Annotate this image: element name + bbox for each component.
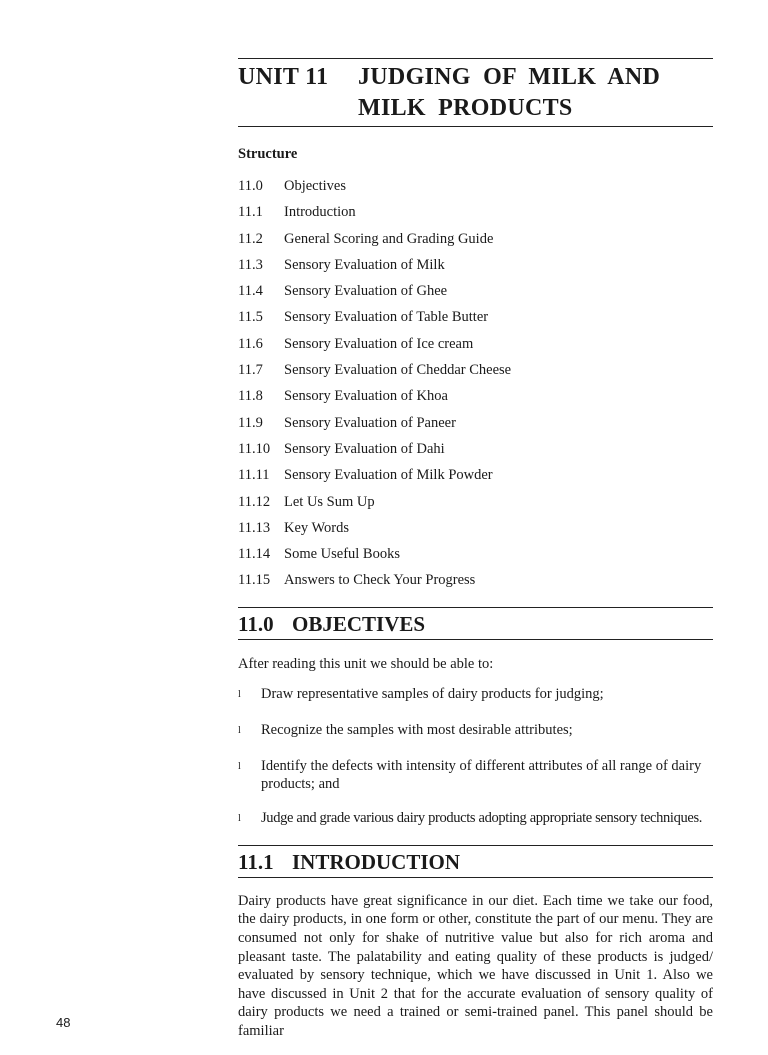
unit-title-line-2: MILK PRODUCTS: [358, 95, 573, 121]
objective-item: [238, 721, 713, 741]
toc-title: Answers to Check Your Progress: [284, 572, 476, 589]
toc-number: 11.6: [238, 335, 263, 352]
toc-item: [238, 567, 713, 593]
section-heading-text: INTRODUCTION: [292, 849, 461, 874]
structure-label: Structure: [238, 146, 298, 162]
toc-number: 11.10: [238, 440, 271, 457]
toc-title: Objectives: [284, 178, 347, 194]
section-heading-text: OBJECTIVES: [292, 611, 426, 636]
toc-title: Sensory Evaluation of Milk: [284, 256, 445, 273]
toc-number: 11.1: [238, 204, 263, 221]
unit-number: UNIT 11: [238, 64, 329, 90]
introduction-section-heading: [238, 845, 713, 878]
section-number: 11.1: [238, 849, 274, 874]
toc-title: Sensory Evaluation of Khoa: [284, 388, 448, 405]
objective-text: Recognize the samples with most desirable attributes;: [261, 721, 573, 738]
unit-title: [238, 59, 713, 124]
section-bottom-rule: [238, 639, 713, 640]
toc-item: [238, 199, 713, 225]
objective-text: Draw representative samples of dairy products for judging;: [261, 685, 604, 702]
toc-item: [238, 462, 713, 488]
toc-number: 11.9: [238, 414, 263, 431]
toc-title: Let Us Sum Up: [284, 493, 375, 510]
toc-title: Sensory Evaluation of Milk Powder: [284, 467, 493, 484]
toc-item: [238, 331, 713, 357]
toc-number: 11.4: [238, 283, 263, 300]
toc-number: 11.3: [238, 256, 263, 273]
toc-item: [238, 541, 713, 567]
unit-header: [238, 58, 713, 127]
header-bottom-rule: [238, 126, 713, 127]
objectives-section-heading: [238, 607, 713, 640]
unit-name: [358, 62, 713, 124]
objectives-lead: After reading this unit we should be able to:: [238, 655, 494, 672]
table-of-contents: [238, 173, 713, 594]
toc-item: [238, 226, 713, 252]
section-title: [238, 846, 713, 877]
objective-item: [238, 809, 713, 829]
toc-item: [238, 436, 713, 462]
toc-title: Sensory Evaluation of Ice cream: [284, 335, 474, 352]
toc-item: [238, 252, 713, 278]
toc-item: [238, 410, 713, 436]
toc-item: [238, 357, 713, 383]
toc-title: Sensory Evaluation of Dahi: [284, 440, 445, 457]
section-title: [238, 608, 713, 639]
objective-text: Identify the defects with intensity of different attributes of all range of dairy products; and: [261, 757, 702, 792]
toc-number: 11.7: [238, 362, 263, 379]
toc-title: Sensory Evaluation of Cheddar Cheese: [284, 362, 512, 379]
objective-item: [238, 757, 713, 793]
toc-number: 11.0: [238, 178, 263, 194]
bullet-icon: l: [238, 812, 241, 824]
toc-title: General Scoring and Grading Guide: [284, 230, 494, 247]
objectives-list: [238, 685, 713, 829]
toc-title: Introduction: [284, 204, 356, 221]
bullet-icon: l: [238, 688, 241, 700]
toc-item: [238, 304, 713, 330]
toc-title: Some Useful Books: [284, 546, 400, 563]
section-number: 11.0: [238, 611, 274, 636]
toc-item: [238, 489, 713, 515]
toc-title: Key Words: [284, 519, 350, 536]
page-number: 48: [56, 1015, 71, 1030]
bullet-icon: l: [238, 760, 241, 772]
toc-number: 11.2: [238, 230, 263, 247]
toc-number: 11.15: [238, 572, 271, 589]
toc-item: [238, 383, 713, 409]
toc-number: 11.8: [238, 388, 263, 405]
toc-item: [238, 278, 713, 304]
toc-number: 11.5: [238, 309, 263, 326]
objective-item: [238, 685, 713, 705]
toc-number: 11.14: [238, 546, 271, 563]
toc-number: 11.11: [238, 467, 270, 484]
toc-title: Sensory Evaluation of Table Butter: [284, 309, 489, 326]
toc-number: 11.12: [238, 493, 271, 510]
introduction-paragraph: Dairy products have great significance in our diet. Each time we take our food, the dairy products, in one form or other, constitute the part of our menu. They are consumed not only for shake of nutritive value but also for rich aroma and pleasant taste. The palatability and eating quality of these products is judged/ evaluated by sensory technique, which we have discussed in Unit 1. Also we have discussed in Unit 2 that for the accurate evaluation of sensory quality of dairy products we need a trained or semi-trained panel. This panel should be familiar: [238, 892, 713, 1039]
toc-title: Sensory Evaluation of Paneer: [284, 414, 456, 431]
unit-title-line-1: JUDGING OF MILK AND: [358, 64, 661, 90]
objective-text: Judge and grade various dairy products adopting appropriate sensory techniques.: [261, 809, 703, 826]
toc-item: [238, 515, 713, 541]
toc-number: 11.13: [238, 519, 271, 536]
bullet-icon: l: [238, 724, 241, 736]
section-bottom-rule: [238, 877, 713, 878]
toc-item: [238, 173, 713, 199]
page-body: [238, 0, 713, 1055]
toc-title: Sensory Evaluation of Ghee: [284, 283, 448, 300]
